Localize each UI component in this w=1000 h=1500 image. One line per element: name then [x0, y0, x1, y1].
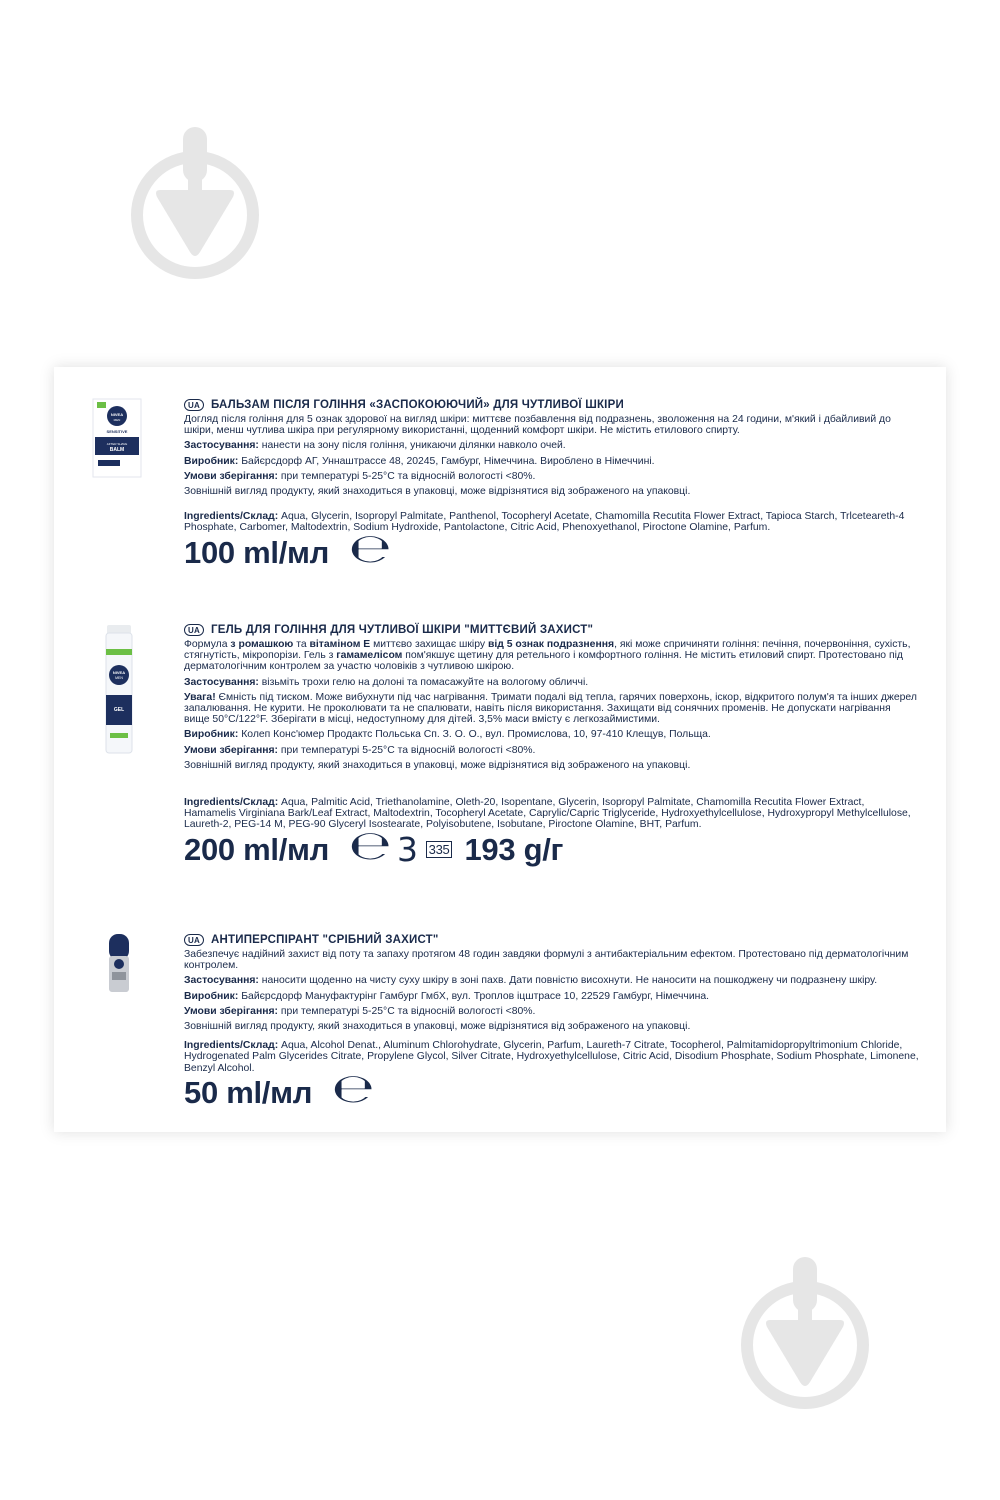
estimated-sign-icon: ℮: [348, 525, 392, 572]
ua-language-badge: UA: [184, 399, 204, 411]
maker-line: Виробник: Колеп Конс'юмер Продактс Польська Сп. З. О. О., вул. Промислова, 10, 97-410 Клещув, Польща.: [184, 729, 711, 741]
product-info-card: [54, 367, 946, 1132]
volume-value: 50 ml/мл: [184, 1074, 313, 1110]
svg-text:SENSITIVE: SENSITIVE: [106, 429, 128, 434]
volume-row: [184, 822, 919, 869]
image-placeholder-bottom: [730, 1240, 880, 1440]
volume-value: 200 ml/мл: [184, 831, 330, 867]
product-description: Формула з ромашкою та вітаміном Е миттєво захищає шкіру від 5 ознак подразнення, які може спричиняти гоління: печіння, почервоніння, сухість, стягнутість, мікропорізи. Гель з гамамелісом пом'якшує щетину для ретельного і комфортного гоління. Не містить етиловий спирт. Протестовано під дерматологічним контролем за участю чоловіків з чутливою шкірою.: [184, 639, 911, 673]
disclaimer-line: Зовнішній вигляд продукту, який знаходиться в упаковці, може відрізнятися від зображеного на упаковці.: [184, 1021, 691, 1033]
svg-text:BALM: BALM: [109, 447, 125, 453]
warning-line: Увага! Ємність під тиском. Може вибухнути під час нагрівання. Тримати подалі від тепла, гарячих поверхонь, іскор, відкритого полум'я та інших джерел запалювання. Не курити. Не проколювати та не спалювати, навіть після використання. Захищати від сонячних променів. Не допускати нагрівання вище 50°C/122°F. Зберігати в місці, недоступному для дітей. 3,5% маси вмісту є легкозаймистими.: [184, 691, 917, 726]
storage-line: Умови зберігання: при температурі 5-25°C та відносній вологості <80%.: [184, 744, 536, 756]
ingredients-line: Ingredients/Склад: Aqua, Alcohol Denat., Aluminum Chlorohydrate, Glycerin, Parfum, Laureth-7 Citrate, Tocopherol, Palmitamidopropyltrimonium Chloride, Hydrogenated Palm Glycerides Citrate, Propylene Glycol, Silver Citrate, Hydroxyethylcellulose, Citric Acid, Disodium Phosphate, Sodium Phosphate, Limonene, Benzyl Alcohol.: [184, 1040, 919, 1074]
product-image-balm: [92, 398, 142, 478]
storage-line: Умови зберігання: при температурі 5-25°C та відносній вологості <80%.: [184, 1005, 536, 1017]
estimated-sign-icon: ℮: [348, 822, 392, 869]
product-title: UA БАЛЬЗАМ ПІСЛЯ ГОЛІННЯ «ЗАСПОКОЮЮЧИЙ» ДЛЯ ЧУТЛИВОЇ ШКІРИ: [184, 397, 919, 413]
svg-text:MEN: MEN: [113, 418, 121, 422]
volume-row: [184, 1065, 919, 1112]
storage-line: Умови зберігання: при температурі 5-25°C та відносній вологості <80%.: [184, 470, 536, 482]
trowel-in-circle-icon: [730, 1240, 880, 1440]
code-box: 335: [426, 841, 453, 858]
svg-text:NIVEA: NIVEA: [112, 670, 126, 675]
ingredients-line: Ingredients/Склад: Aqua, Palmitic Acid, Triethanolamine, Oleth-20, Isopentane, Glycerin, Isopropyl Palmitate, Chamomilla Recutita Flower Extract, Hamamelis Virginiana Bark/Leaf Extract, Maltodextrin, Tocopheryl Acetate, Caprylic/Capric Triglyceride, Hydroxyethylcellulose, Hydroxypropyl Methylcellulose, Laureth-2, PEG-14 M, PEG-90 Glyceryl Isostearate, Polyisobutene, Isobutane, Piroctone Olamine, BHT, Parfum.: [184, 797, 911, 831]
ua-language-badge: UA: [184, 624, 204, 636]
estimated-sign-icon: ℮: [331, 1065, 375, 1112]
maker-line: Виробник: Байєрсдорф АГ, Уннаштрассе 48, 20245, Гамбург, Німеччина. Вироблено в Німеччині.: [184, 455, 655, 467]
usage-line: Застосування: візьміть трохи гелю на долоні та помасажуйте на вологому обличчі.: [184, 676, 589, 688]
usage-line: Застосування: наносити щоденно на чисту суху шкіру в зоні пахв. Дати повністю висохнути. Не наносити на пошкоджену чи подразнену шкіру.: [184, 975, 878, 987]
product-description: Забезпечує надійний захист від поту та запаху протягом 48 годин завдяки формулі з антибактеріальним ефектом. Протестовано під дерматологічним контролем.: [184, 949, 909, 972]
svg-text:GEL: GEL: [113, 707, 125, 713]
weight-value: 193 g/г: [464, 831, 564, 867]
product-text: [184, 622, 919, 867]
disclaimer-line: Зовнішній вигляд продукту, який знаходиться в упаковці, може відрізнятися від зображеного на упаковці.: [184, 759, 691, 771]
product-title: UA АНТИПЕРСПІРАНТ "СРІБНИЙ ЗАХИСТ": [184, 932, 919, 948]
volume-row: [184, 525, 919, 572]
recycling-mark-icon: 3: [396, 829, 418, 869]
product-title: UA ГЕЛЬ ДЛЯ ГОЛІННЯ ДЛЯ ЧУТЛИВОЇ ШКІРИ "МИТТЄВИЙ ЗАХИСТ": [184, 622, 919, 638]
disclaimer-line: Зовнішній вигляд продукту, який знаходиться в упаковці, може відрізнятися від зображеного на упаковці.: [184, 486, 691, 498]
maker-line: Виробник: Байєрсдорф Мануфактурінг Гамбург ГмбХ, вул. Троплов іцштрасе 10, 22529 Гамбург, Німеччина.: [184, 990, 710, 1002]
volume-value: 100 ml/мл: [184, 534, 330, 570]
trowel-in-circle-icon: [120, 110, 270, 310]
ingredients-line: Ingredients/Склад: Aqua, Glycerin, Isopropyl Palmitate, Panthenol, Tocopheryl Acetate, Chamomilla Recutita Flower Extract, Tapioca Starch, Trlceteareth-4 Phosphate, Carbomer, Maltodextrin, Sodium Hydroxide, Pantolactone, Citric Acid, Phenoxyethanol, Piroctone Olamine, Parfum.: [184, 511, 905, 534]
ua-language-badge: UA: [184, 934, 204, 946]
product-text: [184, 932, 919, 1110]
product-image-gel: [104, 625, 134, 755]
usage-line: Застосування: нанести на зону після гоління, уникаючи ділянки навколо очей.: [184, 440, 566, 452]
image-placeholder-top: [120, 110, 270, 310]
svg-text:AFTER SHAVE: AFTER SHAVE: [106, 442, 128, 446]
product-description: Догляд після гоління для 5 ознак здорової на вигляд шкіри: миттєве позбавлення від подразнень, зволоження на 24 години, м'який і дбайливий до шкіри, менш чутлива шкіра при регулярному використанні, щоденний комфорт шкіри. Не містить етилового спирту.: [184, 414, 891, 437]
svg-text:NIVEA: NIVEA: [110, 412, 124, 417]
product-text: [184, 397, 919, 570]
product-image-rollon: [107, 934, 131, 994]
svg-text:MEN: MEN: [115, 676, 123, 680]
